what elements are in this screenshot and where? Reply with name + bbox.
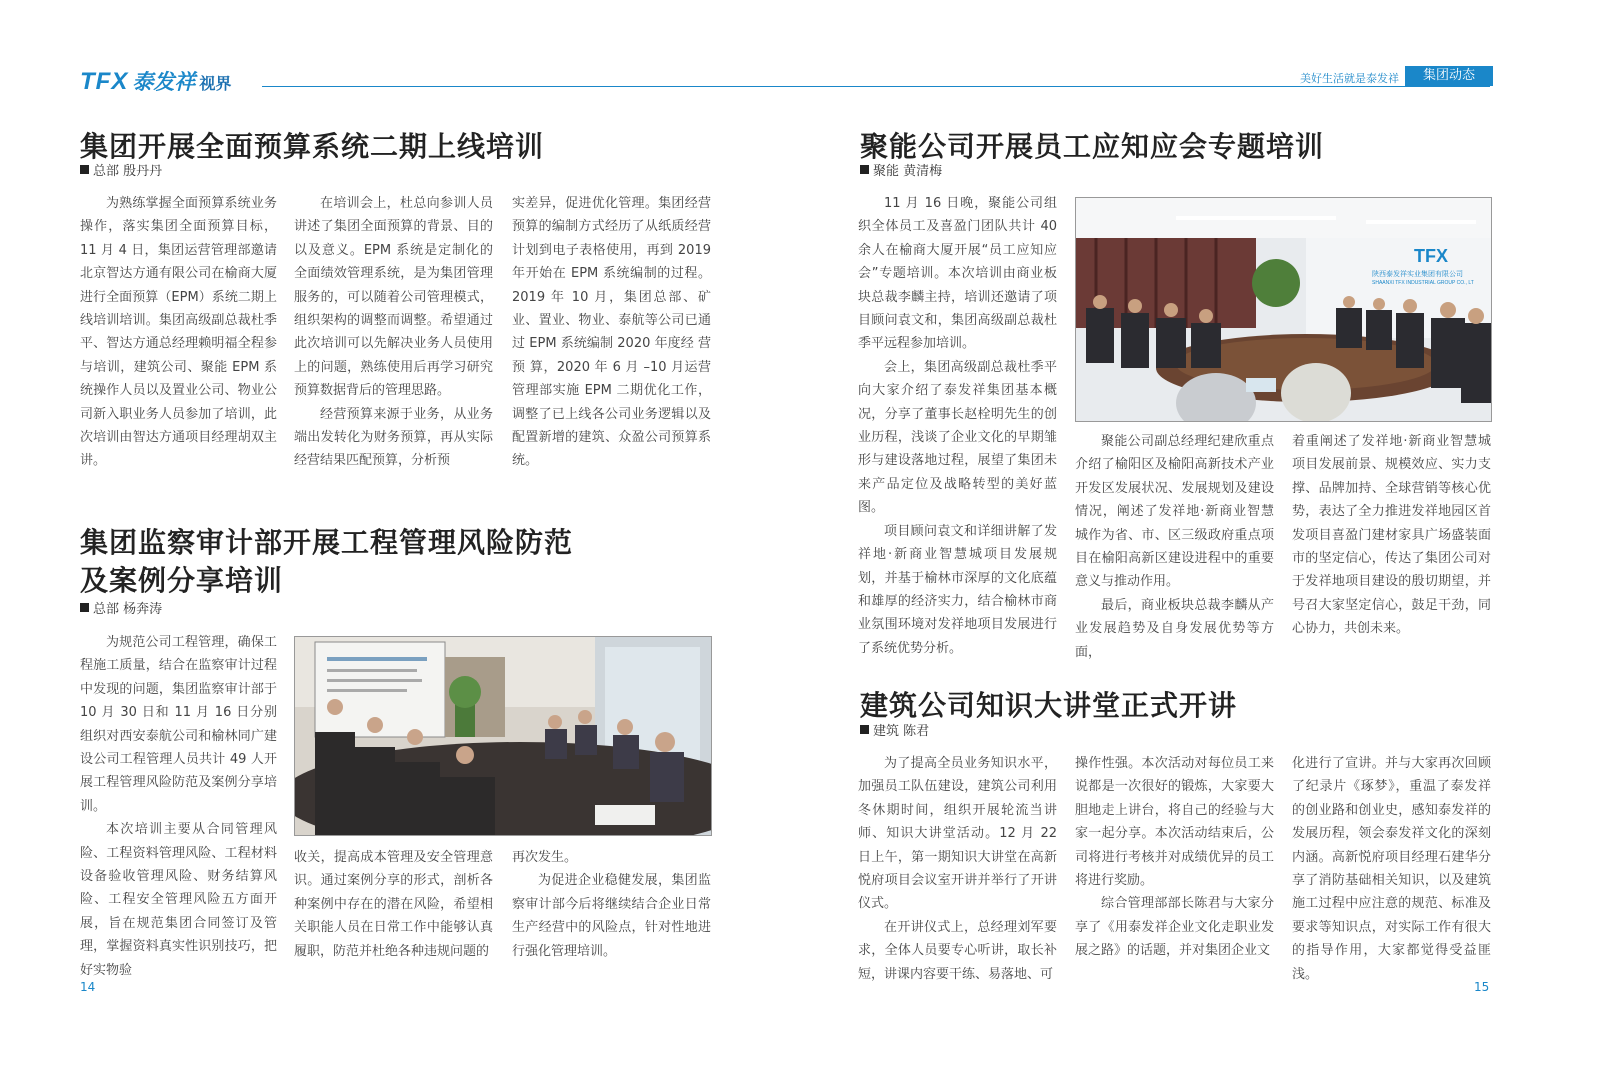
paragraph: 实差异，促进优化管理。集团经营预算的编制方式经历了从纸质经营计划到电子表格使用，再到 2019 年开始在 EPM 系统编制的过程。2019 年 10 月，集团总部、矿业、置业、物业、泰航等公司已通过 EPM 系统编制 2020 年度经 营 预 算，2020 年 6 月 –10 月运营管理部实施 EPM 二期优化工作，调整了已上线各公司业务逻辑以及配置新增的建筑、众盈公司预算系统。 <box>512 196 711 469</box>
paragraph: 为了提高全员业务知识水平，加强员工队伍建设，建筑公司利用冬休期时间，组织开展轮流当讲师、知识大讲堂活动。12 月 22 日上午，第一期知识大讲堂在高新悦府项目会议室开讲并举行了开讲仪式。 <box>858 756 1057 912</box>
paragraph: 为促进企业稳健发展，集团监察审计部今后将继续结合企业日常生产经营中的风险点，针对性地进行强化管理培训。 <box>512 873 711 959</box>
article1-col1 <box>80 192 277 473</box>
paragraph: 着重阐述了发祥地·新商业智慧城项目发展前景、规模效应、实力支撑、品牌加持、全球营销等核心优势，表达了全力推进发祥地园区首发项目喜盈门建材家具广场盛装面市的坚定信心，传达了集团公司对于发祥地项目建设的殷切期望，并号召大家坚定信心，鼓足干劲，同心协力，共创未来。 <box>1292 434 1491 637</box>
paragraph: 最后，商业板块总裁李麟从产业发展趋势及自身发展优势等方面， <box>1075 597 1274 660</box>
article4-col1 <box>858 752 1057 986</box>
article3-author: 聚能 黄清梅 <box>873 164 943 179</box>
photo-wall-logo: TFX <box>1414 246 1448 266</box>
paragraph: 聚能公司副总经理纪建欣重点介绍了榆阳区及榆阳高新技术产业开发区发展状况、发展规划及建设情况，阐述了发祥地·新商业智慧城作为省、市、区三级政府重点项目在榆阳高新区建设进程中的重要意义与推动作用。 <box>1075 434 1274 590</box>
magazine-logo <box>80 66 231 96</box>
paragraph: 为规范公司工程管理，确保工程施工质量，结合在监察审计过程中发现的问题，集团监察审计部于 10 月 30 日和 11 月 16 日分别组织对西安泰航公司和榆林同广建设公司工程管理人员共计 49 人开展工程管理风险防范及案例分享培训。 <box>80 635 277 814</box>
section-tag: 集团动态 <box>1405 66 1493 86</box>
article3-byline <box>860 160 942 179</box>
paragraph: 综合管理部部长陈君与大家分享了《用泰发祥企业文化走职业发展之路》的话题，并对集团企业文 <box>1075 896 1274 959</box>
article1-title: 集团开展全面预算系统二期上线培训 <box>80 130 545 163</box>
byline-square-icon <box>80 603 89 612</box>
byline-square-icon <box>80 165 89 174</box>
paragraph: 11 月 16 日晚，聚能公司组织全体员工及喜盈门团队共计 40 余人在榆商大厦开展“员工应知应会”专题培训。本次培训由商业板块总裁李麟主持，培训还邀请了项目顾问袁文和，集团高级副总裁杜季平远程参加培训。 <box>858 196 1057 352</box>
article2-col2 <box>294 846 493 963</box>
article3-col1 <box>858 192 1057 660</box>
page-number-left: 14 <box>80 980 96 994</box>
article1-col3 <box>512 192 711 473</box>
byline-square-icon <box>860 165 869 174</box>
article4-byline <box>860 720 929 739</box>
header-slogan: 美好生活就是泰发祥 <box>1300 72 1399 85</box>
paragraph: 操作性强。本次活动对每位员工来说都是一次很好的锻炼，大家要大胆地走上讲台，将自己的经验与大家一起分享。本次活动结束后，公司将进行考核并对成绩优异的员工将进行奖励。 <box>1075 756 1274 889</box>
article1-byline <box>80 160 162 179</box>
paragraph: 再次发生。 <box>512 850 578 865</box>
byline-square-icon <box>860 725 869 734</box>
logo-sub: 视界 <box>199 74 232 93</box>
article2-title <box>80 524 573 600</box>
article2-col3 <box>512 846 711 963</box>
paragraph: 为熟练掌握全面预算系统业务操作，落实集团全面预算目标，11 月 4 日，集团运营管理部邀请北京智达方通有限公司在榆商大厦进行全面预算（EPM）系统二期上线培训培训。集团高级副总裁杜季平、智达方通总经理赖明福全程参与培训，建筑公司、聚能 EPM 系统操作人员以及置业公司、物业公司新入职业务人员参加了培训，此次培训由智达方通项目经理胡双主讲。 <box>80 196 277 469</box>
article4-col2 <box>1075 752 1274 963</box>
logo-tfx: TFX <box>80 68 129 95</box>
article2-col1 <box>80 631 277 982</box>
article2-byline <box>80 598 162 617</box>
article4-author: 建筑 陈君 <box>873 724 930 739</box>
photo-wall-caption-en: SHAANXI TFX INDUSTRIAL GROUP CO., LT <box>1372 280 1474 286</box>
article2-author: 总部 杨奔涛 <box>93 602 163 617</box>
paragraph: 项目顾问袁文和详细讲解了发祥地·新商业智慧城项目发展规划，并基于榆林市深厚的文化底蕴和雄厚的经济实力，结合榆林市商业氛围环境对发祥地项目发展进行了系统优势分析。 <box>858 523 1057 656</box>
paragraph: 会上，集团高级副总裁杜季平向大家介绍了泰发祥集团基本概况，分享了董事长赵栓明先生的创业历程，浅谈了企业文化的早期雏形与建设落地过程，展望了集团未来产品定位及战略转型的美好蓝图。 <box>858 359 1057 516</box>
paragraph: 在开讲仪式上，总经理刘军要求，全体人员要专心听讲，取长补短，讲课内容要干练、易落地、可 <box>858 919 1057 982</box>
paragraph: 收关，提高成本管理及安全管理意识。通过案例分享的形式，剖析各种案例中存在的潜在风险，希望相关职能人员在日常工作中能够认真履职，防范并杜绝各种违规问题的 <box>294 850 493 959</box>
article3-col3 <box>1292 430 1491 641</box>
article2-title-line2: 及案例分享培训 <box>80 564 284 597</box>
article3-col2 <box>1075 430 1274 664</box>
paragraph: 化进行了宣讲。并与大家再次回顾了纪录片《琢梦》，重温了泰发祥的创业路和创业史，感知泰发祥的发展历程，领会泰发祥文化的深刻内涵。高新悦府项目经理石建华分享了消防基础相关知识，以及建筑施工过程中应注意的规范、标准及要求等知识点，对实际工作有很大的指导作用，大家都觉得受益匪浅。 <box>1292 756 1491 982</box>
header-rule <box>262 86 1490 87</box>
meeting-photo <box>1075 197 1492 422</box>
article2-title-line1: 集团监察审计部开展工程管理风险防范 <box>80 526 574 559</box>
paragraph: 在培训会上，杜总向参训人员讲述了集团全面预算的背景、目的以及意义。EPM 系统是定制化的全面绩效管理系统，是为集团管理服务的，可以随着公司管理模式，组织架构的调整而调整。希望通过此次培训可以先解决业务人员使用上的问题，熟练使用后再学习研究预算数据背后的管理思路。 <box>294 196 493 399</box>
photo-wall-caption: 陕西泰发祥实业集团有限公司 <box>1372 270 1463 278</box>
article1-col2 <box>294 192 493 473</box>
article3-title: 聚能公司开展员工应知应会专题培训 <box>860 130 1325 163</box>
article4-col3 <box>1292 752 1491 986</box>
article4-title: 建筑公司知识大讲堂正式开讲 <box>860 689 1238 722</box>
article1-author: 总部 殷丹丹 <box>93 164 163 179</box>
page-number-right: 15 <box>1474 980 1490 994</box>
audit-training-photo <box>294 636 712 836</box>
paragraph: 经营预算来源于业务，从业务端出发转化为财务预算，再从实际经营结果匹配预算，分析预 <box>294 406 493 469</box>
logo-cn: 泰发祥 <box>132 70 196 94</box>
paragraph: 本次培训主要从合同管理风险、工程资料管理风险、工程材料设备验收管理风险、财务结算风险、工程安全管理风险五方面开展，旨在规范集团合同签订及管理，掌握资料真实性识别技巧，把好实物验 <box>80 822 277 978</box>
